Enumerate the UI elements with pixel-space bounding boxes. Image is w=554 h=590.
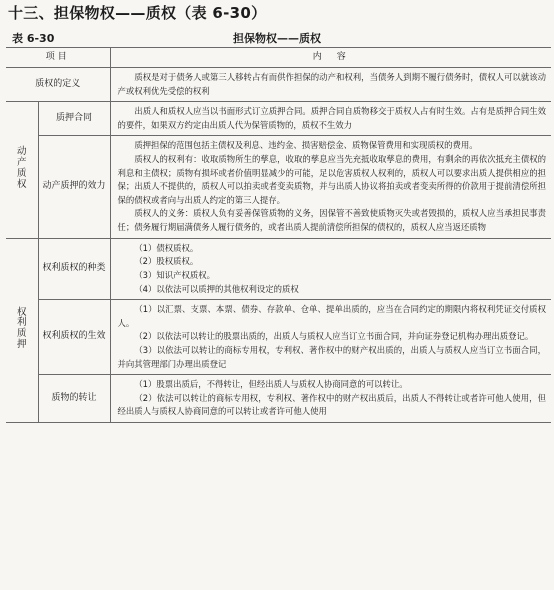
paragraph: 质权人的权利有：收取质物所生的孳息，收取的孳息应当先充抵收取孳息的费用，有剩余的再依次抵充主债权的利息和主债权；质物有损坏或者价值明显减少的可能，足以危害质权人权利的，质权人可以要求出质人提供相应的担保；出质人不提供的，质权人可以拍卖或者变卖质物，并与出质人协议将拍卖或者变卖所得的价款用于提前清偿所担保的债权或者向与出质人约定的第三人提存。	[117, 154, 546, 205]
table-row-definition	[6, 68, 551, 102]
paragraph: 质押担保的范围包括主债权及利息、违约金、损害赔偿金、质物保管费用和实现质权的费用。	[134, 140, 478, 151]
paragraph: （1）股票出质后，不得转让，但经出质人与质权人协商同意的可以转让。	[134, 379, 408, 390]
pledge-table	[6, 47, 551, 423]
row-content-pledge-contract	[110, 102, 551, 136]
table-row-rights-effect	[6, 300, 551, 375]
row-content-rights-effect	[110, 300, 551, 375]
table-row-pledge-contract	[6, 102, 551, 136]
row-content-transfer	[110, 375, 551, 423]
row-content-definition	[110, 68, 551, 102]
row-label-movable-effect: 动产质押的效力	[38, 136, 110, 238]
paragraph: （1）债权质权。	[134, 242, 199, 253]
header-item: 项目	[6, 48, 110, 68]
section-heading: 十三、担保物权——质权（表 6-30）	[8, 4, 267, 22]
paragraph: 质权是对于债务人或第三人移转占有而供作担保的动产和权利，当债务人到期不履行债务时，债权人可以就该动产或权利优先受偿的权利	[117, 72, 546, 96]
row-label-rights-types: 权利质权的种类	[38, 238, 110, 299]
table-row-movable-effect	[6, 136, 551, 238]
table-header-row	[6, 48, 551, 68]
paragraph: （3）以依法可以转让的商标专用权，专利权、著作权中的财产权出质的，出质人与质权人应当订立书面合同，并向其管理部门办理出质登记	[117, 344, 546, 369]
paragraph: （2）以依法可以转让的股票出质的，出质人与质权人应当订立书面合同，并向证券登记机构办理出质登记。	[134, 331, 534, 342]
row-content-movable-effect	[110, 136, 551, 238]
paragraph: （4）以依法可以质押的其他权利设定的质权	[134, 283, 299, 294]
table-number: 表 6-30	[12, 32, 55, 45]
row-label-transfer: 质物的转让	[38, 375, 110, 423]
table-title: 担保物权——质权	[233, 32, 321, 45]
group-label-rights: 权利质押	[6, 238, 38, 422]
row-label-rights-effect: 权利质权的生效	[38, 300, 110, 375]
paragraph: （1）以汇票、支票、本票、债券、存款单、仓单、提单出质的，应当在合同约定的期限内将权利凭证交付质权人。	[117, 304, 546, 328]
header-content: 内 容	[110, 48, 551, 68]
row-label-definition: 质权的定义	[6, 68, 110, 102]
table-row-rights-types	[6, 238, 551, 299]
paragraph: （2）依法可以转让的商标专用权，专利权、著作权中的财产权出质后，出质人不得转让或者许可他人使用，但经出质人与质权人协商同意的可以转让或者许可他人使用	[117, 392, 546, 417]
table-caption	[0, 30, 554, 46]
row-content-rights-types	[110, 238, 551, 299]
table-row-transfer	[6, 375, 551, 423]
row-label-pledge-contract: 质押合同	[38, 102, 110, 136]
paragraph: 质权人的义务：质权人负有妥善保管质物的义务，因保管不善致使质物灭失或者毁损的，质权人应当承担民事责任；债务履行期届满债务人履行债务的，或者出质人提前清偿所担保的债权的，质权人应当返还质物	[117, 208, 546, 233]
paragraph: 出质人和质权人应当以书面形式订立质押合同。质押合同自质物移交于质权人占有时生效。占有是质押合同生效的要件，如果双方约定由出质人代为保管质物的，质权不生效力	[117, 106, 546, 130]
paragraph: （2）股权质权。	[134, 256, 199, 267]
group-label-movable: 动产质权	[6, 102, 38, 238]
paragraph: （3）知识产权质权。	[134, 269, 216, 280]
